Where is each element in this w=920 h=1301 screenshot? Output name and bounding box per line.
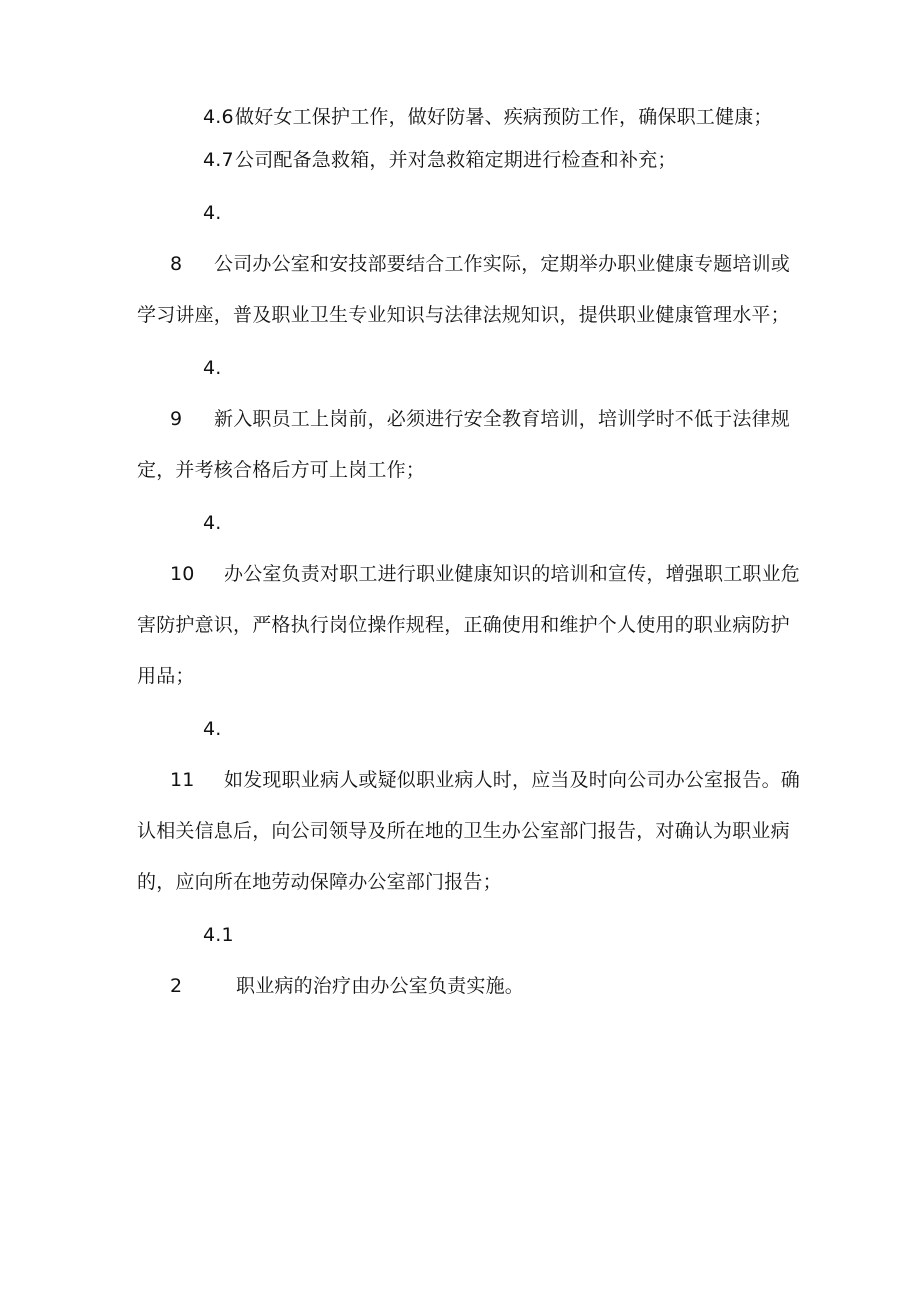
clause-4-11: [137, 704, 801, 908]
clause-text: 新入职员工上岗前，必须进行安全教育培训，培训学时不低于法律规定，并考核合格后方可上岗工作；: [137, 408, 791, 481]
clause-4-10: [137, 498, 801, 702]
clause-4-9: [137, 343, 801, 496]
clause-text: 办公室负责对职工进行职业健康知识的培训和宣传，增强职工职业危害防护意识，严格执行岗位操作规程，正确使用和维护个人使用的职业病防护用品；: [137, 563, 801, 687]
clause-text: 做好女工保护工作，做好防暑、疾病预防工作，确保职工健康；: [235, 106, 773, 128]
clause-number: 4.9: [170, 357, 222, 430]
clause-text: 公司办公室和安技部要结合工作实际，定期举办职业健康专题培训或学习讲座，普及职业卫生专业知识与法律法规知识，提供职业健康管理水平；: [137, 253, 791, 326]
clause-number: 4.10: [170, 512, 222, 585]
clause-text: 职业病的治疗由办公室负责实施。: [236, 975, 525, 997]
document-body: [137, 92, 801, 1012]
clause-number: 4.8: [170, 202, 222, 275]
clause-text: 公司配备急救箱，并对急救箱定期进行检查和补充；: [235, 149, 677, 171]
clause-number: 4.6: [203, 106, 234, 128]
clause-number: 4.7: [203, 149, 234, 171]
clause-text: 如发现职业病人或疑似职业病人时，应当及时向公司办公室报告。确认相关信息后，向公司领导及所在地的卫生办公室部门报告，对确认为职业病的，应向所在地劳动保障办公室部门报告；: [137, 769, 801, 893]
clause-number: 4.12: [170, 924, 234, 997]
clause-4-8: [137, 188, 801, 341]
clause-number: 4.11: [170, 718, 222, 791]
clause-4-12: [137, 910, 801, 1012]
